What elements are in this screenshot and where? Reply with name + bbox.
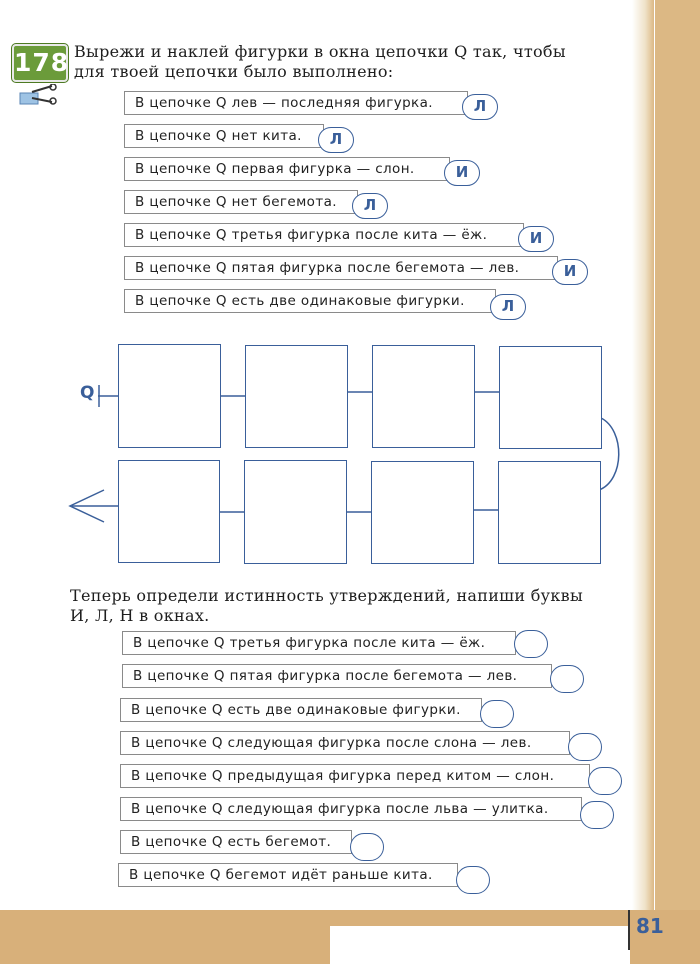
answer-bubble-top-4[interactable]: Л (352, 193, 388, 219)
statement-bottom-5: В цепочке Q предыдущая фигурка перед китом — слон. (120, 764, 590, 788)
statement-top-5: В цепочке Q третья фигурка после кита — ёж. (124, 223, 524, 247)
statement-top-7: В цепочке Q есть две одинаковые фигурки. (124, 289, 496, 313)
statement-bottom-3: В цепочке Q есть две одинаковые фигурки. (120, 698, 482, 722)
task-number-badge: 178 (12, 44, 68, 82)
statement-bottom-4: В цепочке Q следующая фигурка после слона — лев. (120, 731, 570, 755)
answer-window-bottom-3[interactable] (480, 700, 514, 728)
page-number: 81 (636, 914, 664, 938)
answer-window-bottom-1[interactable] (514, 630, 548, 658)
answer-window-bottom-8[interactable] (456, 866, 490, 894)
statement-bottom-1: В цепочке Q третья фигурка после кита — ёж. (122, 631, 516, 655)
task-instruction (74, 42, 630, 82)
chain-window-7[interactable] (244, 460, 347, 564)
chain-label: Q (80, 383, 95, 403)
statement-bottom-2: В цепочке Q пятая фигурка после бегемота — лев. (122, 664, 552, 688)
second-instruction (70, 586, 626, 626)
chain-window-1[interactable] (118, 344, 221, 448)
chain-window-5[interactable] (498, 461, 601, 564)
statement-bottom-8: В цепочке Q бегемот идёт раньше кита. (118, 863, 458, 887)
answer-window-bottom-6[interactable] (580, 801, 614, 829)
page-number-divider (628, 910, 630, 950)
task-instruction-line-1: Вырежи и наклей фигурки в окна цепочки Q так, чтобы (74, 42, 566, 61)
statement-top-6: В цепочке Q пятая фигурка после бегемота — лев. (124, 256, 558, 280)
chain-window-8[interactable] (118, 460, 220, 563)
statement-top-2: В цепочке Q нет кита. (124, 124, 324, 148)
second-instruction-line-2: И, Л, Н в окнах. (70, 606, 210, 625)
answer-bubble-top-2[interactable]: Л (318, 127, 354, 153)
next-page-corner (330, 926, 630, 964)
chain-window-4[interactable] (499, 346, 602, 449)
answer-window-bottom-2[interactable] (550, 665, 584, 693)
statement-top-1: В цепочке Q лев — последняя фигурка. (124, 91, 468, 115)
chain-window-2[interactable] (245, 345, 348, 448)
chain-window-6[interactable] (371, 461, 474, 564)
answer-window-bottom-7[interactable] (350, 833, 384, 861)
answer-bubble-top-7[interactable]: Л (490, 294, 526, 320)
statement-top-4: В цепочке Q нет бегемота. (124, 190, 358, 214)
answer-bubble-top-6[interactable]: И (552, 259, 588, 285)
statement-bottom-7: В цепочке Q есть бегемот. (120, 830, 352, 854)
statement-top-3: В цепочке Q первая фигурка — слон. (124, 157, 450, 181)
answer-window-bottom-4[interactable] (568, 733, 602, 761)
answer-bubble-top-1[interactable]: Л (462, 94, 498, 120)
second-instruction-line-1: Теперь определи истинность утверждений, напиши буквы (70, 586, 583, 605)
answer-window-bottom-5[interactable] (588, 767, 622, 795)
answer-bubble-top-5[interactable]: И (518, 226, 554, 252)
answer-bubble-top-3[interactable]: И (444, 160, 480, 186)
chain-window-3[interactable] (372, 345, 475, 448)
scissors-icon (18, 84, 58, 108)
task-instruction-line-2: для твоей цепочки было выполнено: (74, 62, 394, 81)
statement-bottom-6: В цепочке Q следующая фигурка после льва — улитка. (120, 797, 582, 821)
